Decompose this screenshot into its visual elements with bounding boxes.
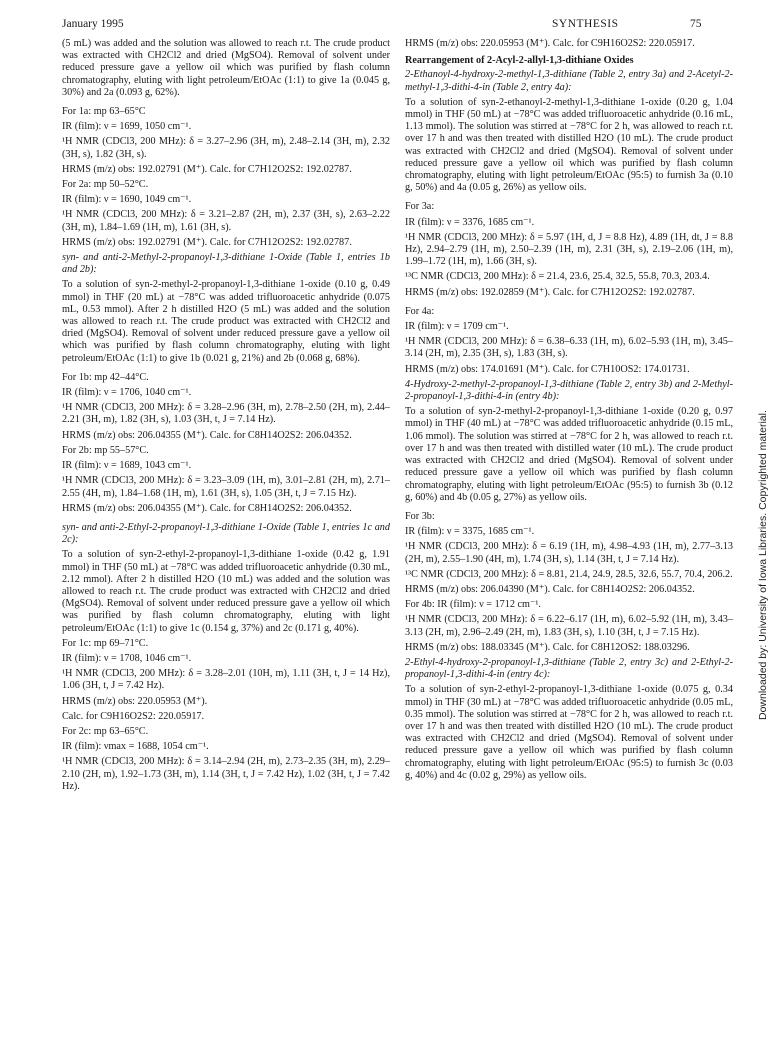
- text-paragraph: For 1b: mp 42–44°C.: [62, 371, 149, 383]
- text-paragraph: IR (film): νmax = 1688, 1054 cm⁻¹.: [62, 741, 209, 753]
- text-paragraph: To a solution of syn-2-ethyl-2-propanoyl-1,3-dithiane 1-oxide (0.42 g, 1.91 mmol) in THF (50 mL) at −78°C was added trifluoroacetic anhydride (0.30 mL, 2.12 mmol). After 2 h distilled H2O (10 mL) was added and the solution was allowed to reach r.t. The crude product was extracted with CH2Cl2 and dried (MgSO4). Removal of solvent under reduced pressure gave a yellow oil which was purified by flash column chromatography, eluting with light petroleum/EtOAc (1:1) to give 1c (0.154 g, 37%) and 2c (0.171 g, 40%).: [62, 549, 390, 634]
- text-paragraph: For 3a:: [405, 201, 435, 213]
- text-paragraph: To a solution of syn-2-methyl-2-propanoyl-1,3-dithiane 1-oxide (0.10 g, 0.49 mmol) in THF (20 mL) at −78°C was added trifluoroacetic anhydride (0.075 mL, 0.53 mmol). After 2 h distilled H2O (5 mL) was added and the solution was allowed to reach r.t. The crude product was extracted with CH2Cl2 and dried (MgSO4). Removal of solvent under reduced pressure gave a yellow oil which was purified by flash column chromatography, eluting with light petroleum/EtOAc (1:1) to give 1b (0.021 g, 21%) and 2b (0.068 g, 68%).: [62, 279, 390, 364]
- text-paragraph: For 4b: IR (film): ν = 1712 cm⁻¹.: [405, 599, 541, 611]
- text-paragraph: ¹H NMR (CDCl3, 200 MHz): δ = 3.14–2.94 (2H, m), 2.73–2.35 (3H, m), 2.29–2.10 (2H, m), 1.92–1.73 (3H, m), 1.14 (3H, t, J = 7.42 Hz), 1.02 (3H, t, J = 7.42 Hz).: [62, 756, 390, 792]
- text-paragraph: ¹H NMR (CDCl3, 200 MHz): δ = 3.28–2.01 (10H, m), 1.11 (3H, t, J = 14 Hz), 1.06 (3H, t, J = 7.42 Hz).: [62, 668, 390, 692]
- text-paragraph: IR (film): ν = 1709 cm⁻¹.: [405, 321, 509, 333]
- text-paragraph: Calc. for C9H16O2S2: 220.05917.: [62, 710, 205, 722]
- text-paragraph: To a solution of syn-2-ethyl-2-propanoyl-1,3-dithiane 1-oxide (0.075 g, 0.34 mmol) in THF (30 mL) at −78°C was added trifluoroacetic anhydride (0.05 mL, 0.35 mmol). The solution was stirred at −78°C for 2 h, was allowed to reach r.t. over 17 h and was then treated with distilled H2O (10 mL). The crude product was extracted with CH2Cl2 and dried (MgSO4). Removal of solvent under reduced pressure gave a yellow oil which was purified by flash column chromatography, eluting with light petroleum/EtOAc (95:5) to furnish 3c (0.03 g, 40%) and 4c (0.02 g, 29%) as yellow oils.: [405, 684, 733, 781]
- section-heading: Rearrangement of 2-Acyl-2-allyl-1,3-dithiane Oxides: [405, 55, 634, 67]
- text-paragraph: ¹H NMR (CDCl3, 200 MHz): δ = 3.27–2.96 (3H, m), 2.48–2.14 (3H, m), 2.32 (3H, s), 1.82 (3H, s).: [62, 136, 390, 160]
- text-paragraph: For 2b: mp 55–57°C.: [62, 444, 149, 456]
- compound-heading: 2-Ethyl-4-hydroxy-2-propanoyl-1,3-dithiane (Table 2, entry 3c) and 2-Ethyl-2-propanoyl-1,3-dithi-4-in (entry 4c):: [405, 656, 733, 681]
- text-paragraph: HRMS (m/z) obs: 206.04355 (M⁺). Calc. for C8H14O2S2: 206.04352.: [62, 502, 352, 514]
- text-paragraph: ¹H NMR (CDCl3, 200 MHz): δ = 6.19 (1H, m), 4.98–4.93 (1H, m), 2.77–3.13 (2H, m), 2.55–1.90 (4H, m), 1.74 (3H, s), 1.14 (3H, t, J = 7.14 Hz).: [405, 541, 733, 565]
- text-paragraph: For 2c: mp 63–65°C.: [62, 725, 149, 737]
- text-paragraph: IR (film): ν = 3376, 1685 cm⁻¹.: [405, 216, 535, 228]
- text-paragraph: (5 mL) was added and the solution was allowed to reach r.t. The crude product was extracted with CH2Cl2 and dried (MgSO4). Removal of solvent under reduced pressure gave a yellow oil which was purified by flash column chromatography, eluting with light petroleum/EtOAc (1:1) to give 1a (0.045 g, 30%) and 2a (0.093 g, 62%).: [62, 38, 390, 98]
- text-paragraph: ¹H NMR (CDCl3, 200 MHz): δ = 6.38–6.33 (1H, m), 6.02–5.93 (1H, m), 3.45–3.14 (2H, m), 2.35 (3H, s), 1.83 (3H, s).: [405, 336, 733, 360]
- text-paragraph: ¹H NMR (CDCl3, 200 MHz): δ = 5.97 (1H, d, J = 8.8 Hz), 4.89 (1H, dt, J = 8.8 Hz), 2.94–2.79 (1H, m), 2.50–2.39 (1H, m), 2.31 (3H, s), 2.19–2.06 (1H, m), 1.99–1.72 (1H, m), 1.66 (3H, s).: [405, 231, 733, 268]
- compound-heading: syn- and anti-2-Methyl-2-propanoyl-1,3-dithiane 1-Oxide (Table 1, entries 1b and 2b):: [62, 252, 390, 276]
- text-paragraph: HRMS (m/z) obs: 192.02791 (M⁺). Calc. for C7H12O2S2: 192.02787.: [62, 236, 352, 248]
- text-paragraph: For 3b:: [405, 510, 435, 522]
- header-journal-name: SYNTHESIS: [552, 18, 619, 30]
- text-paragraph: IR (film): ν = 1706, 1040 cm⁻¹.: [62, 387, 192, 399]
- compound-heading: syn- and anti-2-Ethyl-2-propanoyl-1,3-dithiane 1-Oxide (Table 1, entries 1c and 2c):: [62, 521, 390, 546]
- left-text-column: [62, 38, 390, 796]
- download-notice: Downloaded by: University of Iowa Libraries. Copyrighted material.: [757, 410, 769, 720]
- text-paragraph: To a solution of syn-2-methyl-2-propanoyl-1,3-dithiane 1-oxide (0.20 g, 0.97 mmol) in THF (40 mL) at −78°C was added trifluoroacetic anhydride (0.15 mL, 1.06 mmol). The solution was stirred at −78°C for 2 h, was allowed to reach r.t. over 17 h and was then treated with distilled water (10 mL). The crude product was extracted with CH2Cl2 and dried (MgSO4). Removal of solvent under reduced pressure gave a yellow oil which was purified by flash column chromatography, eluting with light petroleum/EtOAc (95:5) to furnish 3b (0.12 g, 60%) and 4b (0.05 g, 27%) as yellow oils.: [405, 406, 733, 503]
- text-paragraph: HRMS (m/z) obs: 206.04355 (M⁺). Calc. for C8H14O2S2: 206.04352.: [62, 429, 352, 441]
- text-paragraph: ¹³C NMR (CDCl3, 200 MHz): δ = 8.81, 21.4, 24.9, 28.5, 32.6, 55.7, 70.4, 206.2.: [405, 568, 733, 580]
- text-paragraph: ¹H NMR (CDCl3, 200 MHz): δ = 3.28–2.96 (3H, m), 2.78–2.50 (2H, m), 2.44–2.21 (3H, m), 1.82 (3H, s), 1.03 (3H, t, J = 7.14 Hz).: [62, 402, 390, 426]
- header-page-number: 75: [690, 18, 702, 30]
- text-paragraph: To a solution of syn-2-ethanoyl-2-methyl-1,3-dithiane 1-oxide (0.20 g, 1.04 mmol) in THF (50 mL) at −78°C was added trifluoroacetic anhydride (0.16 mL, 1.13 mmol). The solution was stirred at −78°C for 2 h, was allowed to reach r.t. over 17 h and was then treated with distilled H2O (10 mL). The crude product was extracted with CH2Cl2 and dried (MgSO4). Removal of solvent under reduced pressure gave a yellow oil which was purified by flash column chromatography, eluting with light petroleum/EtOAc (95:5) to furnish 3a (0.10 g, 50%) and 4a (0.05 g, 26%) as yellow oils.: [405, 96, 733, 194]
- text-paragraph: HRMS (m/z) obs: 206.04390 (M⁺). Calc. for C8H14O2S2: 206.04352.: [405, 583, 695, 595]
- text-paragraph: For 1a: mp 63–65°C: [62, 106, 146, 118]
- text-paragraph: For 4a:: [405, 305, 435, 317]
- text-paragraph: IR (film): ν = 1690, 1049 cm⁻¹.: [62, 194, 192, 206]
- text-paragraph: HRMS (m/z) obs: 220.05953 (M⁺). Calc. for C9H16O2S2: 220.05917.: [405, 38, 695, 49]
- text-paragraph: HRMS (m/z) obs: 188.03345 (M⁺). Calc. for C8H12OS2: 188.03296.: [405, 641, 690, 653]
- text-paragraph: IR (film): ν = 1708, 1046 cm⁻¹.: [62, 652, 192, 664]
- compound-heading: 4-Hydroxy-2-methyl-2-propanoyl-1,3-dithiane (Table 2, entry 3b) and 2-Methyl-2-propanoyl-1,3-dithi-4-in (entry 4b):: [405, 378, 733, 403]
- text-paragraph: ¹³C NMR (CDCl3, 200 MHz): δ = 21.4, 23.6, 25.4, 32.5, 55.8, 70.3, 203.4.: [405, 271, 710, 283]
- text-paragraph: HRMS (m/z) obs: 192.02859 (M⁺). Calc. for C7H12O2S2: 192.02787.: [405, 286, 695, 298]
- text-paragraph: For 2a: mp 50–52°C.: [62, 179, 149, 191]
- header-date: January 1995: [62, 18, 124, 30]
- text-paragraph: HRMS (m/z) obs: 192.02791 (M⁺). Calc. for C7H12O2S2: 192.02787.: [62, 163, 352, 175]
- text-paragraph: ¹H NMR (CDCl3, 200 MHz): δ = 6.22–6.17 (1H, m), 6.02–5.92 (1H, m), 3.43–3.13 (2H, m), 2.96–2.49 (2H, m), 1.83 (3H, s), 1.10 (3H, t, J = 7.15 Hz).: [405, 614, 733, 638]
- text-paragraph: IR (film): ν = 3375, 1685 cm⁻¹.: [405, 526, 535, 538]
- text-paragraph: For 1c: mp 69–71°C.: [62, 637, 149, 649]
- right-text-column: [405, 38, 733, 785]
- text-paragraph: HRMS (m/z) obs: 220.05953 (M⁺).: [62, 695, 208, 707]
- compound-heading: 2-Ethanoyl-4-hydroxy-2-methyl-1,3-dithiane (Table 2, entry 3a) and 2-Acetyl-2-methyl-1,3-dithi-4-in (Table 2, entry 4a):: [405, 69, 733, 93]
- text-paragraph: HRMS (m/z) obs: 174.01691 (M⁺). Calc. for C7H10OS2: 174.01731.: [405, 363, 690, 375]
- text-paragraph: IR (film): ν = 1689, 1043 cm⁻¹.: [62, 460, 192, 472]
- text-paragraph: IR (film): ν = 1699, 1050 cm⁻¹.: [62, 121, 192, 133]
- text-paragraph: ¹H NMR (CDCl3, 200 MHz): δ = 3.21–2.87 (2H, m), 2.37 (3H, s), 2.63–2.22 (3H, m), 1.84–1.69 (1H, m), 1.61 (3H, s).: [62, 209, 390, 233]
- text-paragraph: ¹H NMR (CDCl3, 200 MHz): δ = 3.23–3.09 (1H, m), 3.01–2.81 (2H, m), 2.71–2.55 (4H, m), 1.84–1.68 (1H, m), 1.61 (3H, s), 1.05 (3H, t, J = 7.15 Hz).: [62, 475, 390, 499]
